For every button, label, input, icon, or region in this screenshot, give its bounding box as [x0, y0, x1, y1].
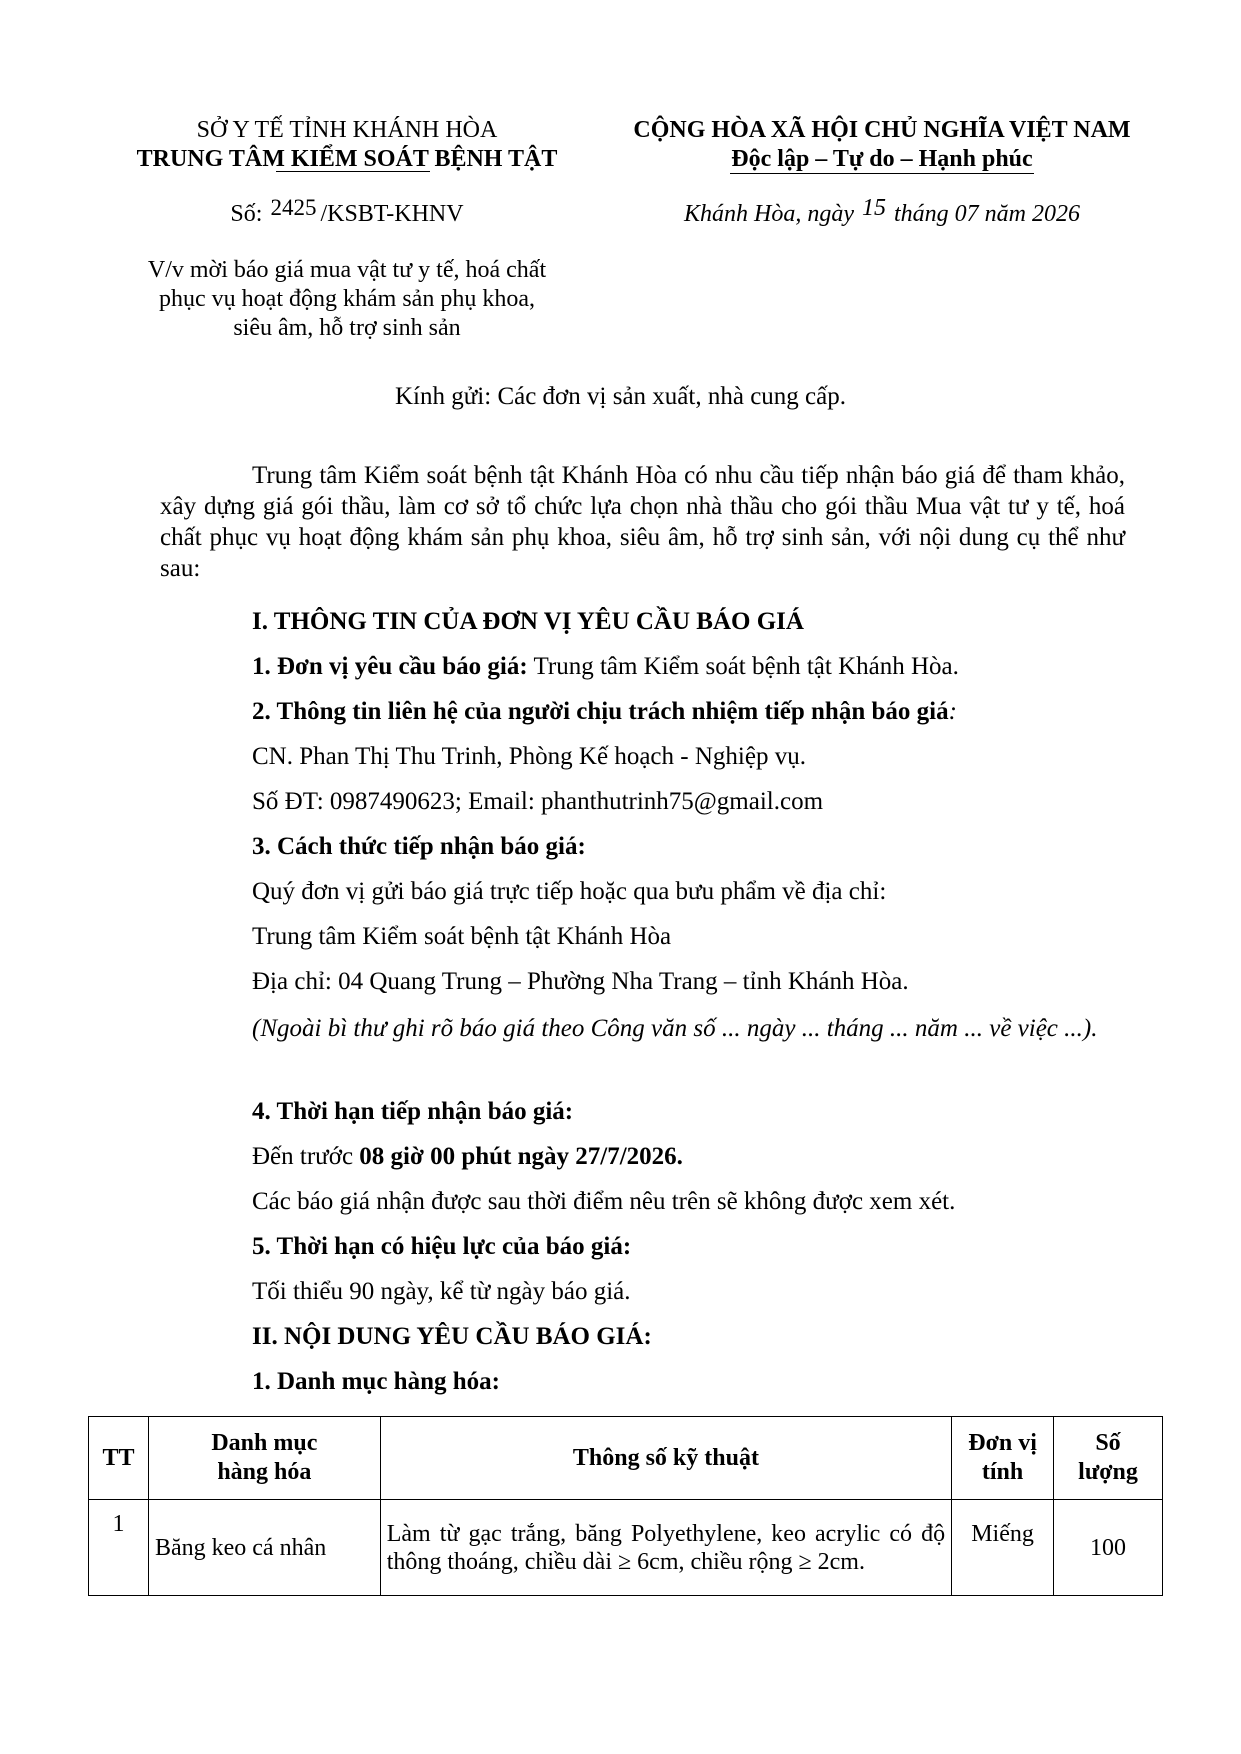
item1-label: 1. Đơn vị yêu cầu báo giá:: [252, 653, 528, 680]
item1-value: Trung tâm Kiểm soát bệnh tật Khánh Hòa.: [527, 653, 959, 680]
agency-name-text: TRUNG TÂM KIỂM SOÁT BỆNH TẬT: [136, 146, 558, 172]
subject-line-3: siêu âm, hỗ trợ sinh sản: [233, 315, 461, 341]
subject-line-1: V/v mời báo giá mua vật tư y tế, hoá chất: [147, 257, 547, 283]
date-month: 07: [954, 201, 979, 227]
item2-colon: :: [948, 698, 957, 725]
item5-label: 5. Thời hạn có hiệu lực của báo giá:: [252, 1233, 632, 1260]
header-item-name: [148, 1417, 380, 1500]
so-number: 2425: [270, 195, 317, 220]
issuing-agency-block: [136, 116, 558, 174]
motto-underline: [730, 173, 1034, 174]
envelope-note: (Ngoài bì thư ghi rõ báo giá theo Công văn số ... ngày ... tháng ... năm ... về việc ...).: [252, 1015, 1098, 1042]
agency-underline: [276, 171, 430, 172]
intro-paragraph: Trung tâm Kiểm soát bệnh tật Khánh Hòa có nhu cầu tiếp nhận báo giá để tham khảo, xây dựng giá gói thầu, làm cơ sở tổ chức lựa chọn nhà thầu cho gói thầu Mua vật tư y tế, hoá chất phục vụ hoạt động khám sản phụ khoa, siêu âm, hỗ trợ sinh sản, với nội dung cụ thể như sau:: [160, 462, 1125, 582]
header-unit-l2: tính: [981, 1459, 1024, 1485]
item3-address: Địa chỉ: 04 Quang Trung – Phường Nha Trang – tỉnh Khánh Hòa.: [252, 968, 909, 995]
table-header-row: [89, 1417, 1163, 1500]
subject-line-2: phục vụ hoạt động khám sản phụ khoa,: [159, 286, 535, 312]
issue-date: [612, 195, 1152, 228]
subject-block: [136, 256, 558, 343]
date-year: 2026: [1032, 201, 1080, 227]
deadline-prefix: Đến trước: [252, 1143, 360, 1170]
cell-unit: Miếng: [952, 1500, 1054, 1596]
validity-value: Tối thiểu 90 ngày, kể từ ngày báo giá.: [252, 1278, 631, 1305]
item3-line-2: Trung tâm Kiểm soát bệnh tật Khánh Hòa: [252, 923, 672, 950]
goods-table: [88, 1416, 1163, 1596]
national-motto: Độc lập – Tự do – Hạnh phúc: [731, 146, 1033, 172]
header-unit-l1: Đơn vị: [968, 1430, 1037, 1456]
recipient-line: Kính gửi: Các đơn vị sản xuất, nhà cung cấp.: [395, 383, 846, 410]
agency-name: [136, 145, 558, 174]
header-item-name-l1: Danh mục: [211, 1430, 318, 1456]
national-title: CỘNG HÒA XÃ HỘI CHỦ NGHĨA VIỆT NAM: [633, 117, 1131, 143]
date-prefix: Khánh Hòa, ngày: [683, 201, 854, 227]
item3-line-1: Quý đơn vị gửi báo giá trực tiếp hoặc qua bưu phẩm về địa chỉ:: [252, 878, 887, 905]
cell-tt: 1: [89, 1500, 149, 1596]
item2-label: 2. Thông tin liên hệ của người chịu trách nhiệm tiếp nhận báo giá: [252, 698, 949, 725]
contact-heading: [252, 698, 957, 726]
header-qty-l2: lượng: [1078, 1459, 1138, 1485]
date-year-label: năm: [984, 201, 1026, 227]
header-qty-l1: Số: [1095, 1430, 1121, 1456]
date-day: 15: [861, 195, 886, 221]
header-item-name-l2: hàng hóa: [217, 1459, 312, 1485]
section-1-title: I. THÔNG TIN CỦA ĐƠN VỊ YÊU CẦU BÁO GIÁ: [252, 608, 804, 635]
document-number: [136, 195, 558, 228]
header-unit: [952, 1417, 1054, 1500]
item4-label: 4. Thời hạn tiếp nhận báo giá:: [252, 1098, 574, 1125]
header-tt: TT: [89, 1417, 149, 1500]
cell-spec: Làm từ gạc trắng, băng Polyethylene, keo acrylic có độ thông thoáng, chiều dài ≥ 6cm, chiều rộng ≥ 2cm.: [380, 1500, 951, 1596]
section-2-title: II. NỘI DUNG YÊU CẦU BÁO GIÁ:: [252, 1323, 652, 1350]
requesting-unit: [252, 653, 959, 681]
contact-phone-email: Số ĐT: 0987490623; Email: phanthutrinh75@gmail.com: [252, 788, 824, 815]
header-spec: Thông số kỹ thuật: [380, 1417, 951, 1500]
table-row: [89, 1500, 1163, 1596]
cell-qty: 100: [1054, 1500, 1163, 1596]
date-month-label: tháng: [893, 201, 949, 227]
deadline-value: 08 giờ 00 phút ngày 27/7/2026.: [359, 1143, 683, 1170]
deadline-note: Các báo giá nhận được sau thời điểm nêu trên sẽ không được xem xét.: [252, 1188, 956, 1215]
deadline-line: [252, 1143, 683, 1171]
national-title-block: [612, 116, 1152, 174]
header-qty: [1054, 1417, 1163, 1500]
goods-list-heading: 1. Danh mục hàng hóa:: [252, 1368, 500, 1395]
contact-person: CN. Phan Thị Thu Trinh, Phòng Kế hoạch - Nghiệp vụ.: [252, 743, 806, 770]
so-label: Số:: [230, 201, 263, 227]
item3-label: 3. Cách thức tiếp nhận báo giá:: [252, 833, 586, 860]
cell-item-name: Băng keo cá nhân: [148, 1500, 380, 1596]
so-suffix: /KSBT-KHNV: [320, 201, 464, 227]
parent-agency: SỞ Y TẾ TỈNH KHÁNH HÒA: [196, 117, 498, 143]
